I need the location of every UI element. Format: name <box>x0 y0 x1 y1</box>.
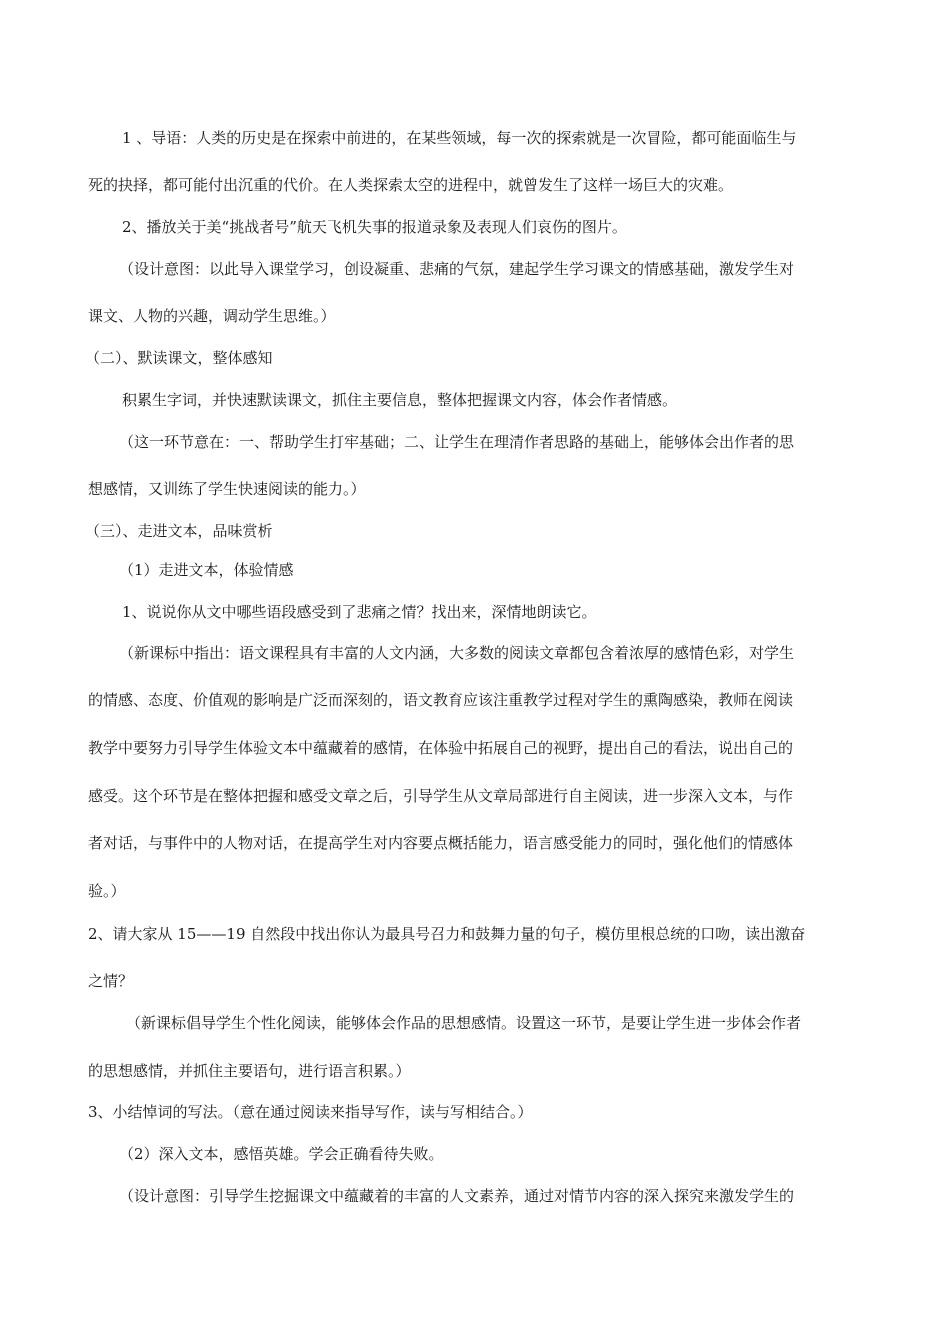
question-2-line-2: 之情？ <box>88 972 134 990</box>
paragraph-3-line-2: 课文、人物的兴趣，调动学生思维。） <box>88 307 336 325</box>
paragraph-6-line-1: （新课标中指出：语文课程具有丰富的人文内涵，大多数的阅读文章都包含着浓厚的感情色彩，对学生 <box>119 644 795 662</box>
paragraph-8-line-1: （设计意图：引导学生挖掘课文中蕴藏着的丰富的人文素养，通过对情节内容的深入探究来激发学生的 <box>119 1187 795 1205</box>
paragraph-6-line-3: 教学中要努力引导学生体验文本中蕴藏着的感情，在体验中拓展自己的视野，提出自己的看法，说出自己的 <box>88 739 794 757</box>
paragraph-4: 积累生字词，并快速默读课文，抓住主要信息，整体把握课文内容，体会作者情感。 <box>122 391 678 409</box>
paragraph-1-line-1: 1 、导语：人类的历史是在探索中前进的，在某些领域，每一次的探索就是一次冒险，都可能面临生与 <box>122 129 797 147</box>
paragraph-6-line-4: 感受。这个环节是在整体把握和感受文章之后，引导学生从文章局部进行自主阅读，进一步深入文本，与作 <box>88 787 794 805</box>
paragraph-6-line-2: 的情感、态度、价值观的影响是广泛而深刻的，语文教育应该注重教学过程对学生的熏陶感染，教师在阅读 <box>88 691 794 709</box>
paragraph-5-line-2: 想感情，又训练了学生快速阅读的能力。） <box>88 480 366 498</box>
paragraph-7-line-1: （新课标倡导学生个性化阅读，能够体会作品的思想感情。设置这一环节，是要让学生进一步体会作者 <box>126 1014 802 1032</box>
subsection-2-heading: （2）深入文本，感悟英雄。学会正确看待失败。 <box>119 1145 444 1163</box>
section-3-heading: （三）、走进文本，品味赏析 <box>85 522 273 540</box>
paragraph-1-line-2: 死的抉择，都可能付出沉重的代价。在人类探索太空的进程中，就曾发生了这样一场巨大的灾难。 <box>88 176 734 194</box>
question-1: 1、说说你从文中哪些语段感受到了悲痛之情？找出来，深情地朗读它。 <box>122 603 597 621</box>
paragraph-7-line-2: 的思想感情，并抓住主要语句，进行语言积累。） <box>88 1062 411 1080</box>
question-3: 3、小结悼词的写法。（意在通过阅读来指导写作，读与写相结合。） <box>88 1103 533 1121</box>
paragraph-2: 2、播放关于美“挑战者号”航天飞机失事的报道录象及表现人们哀伤的图片。 <box>122 218 627 236</box>
section-2-heading: （二）、默读课文，整体感知 <box>85 349 273 367</box>
subsection-1-heading: （1）走进文本，体验情感 <box>119 561 294 579</box>
paragraph-5-line-1: （这一环节意在：一、帮助学生打牢基础；二、让学生在理清作者思路的基础上，能够体会出作者的思 <box>119 433 795 451</box>
paragraph-3-line-1: （设计意图：以此导入课堂学习，创设凝重、悲痛的气氛，建起学生学习课文的情感基础，激发学生对 <box>119 260 795 278</box>
paragraph-6-line-5: 者对话，与事件中的人物对话，在提高学生对内容要点概括能力，语言感受能力的同时，强化他们的情感体 <box>88 834 794 852</box>
question-2-line-1: 2、请大家从 15——19 自然段中找出你认为最具号召力和鼓舞力量的句子，模仿里根总统的口吻，读出激奋 <box>88 925 806 943</box>
paragraph-6-line-6: 验。） <box>88 882 126 900</box>
